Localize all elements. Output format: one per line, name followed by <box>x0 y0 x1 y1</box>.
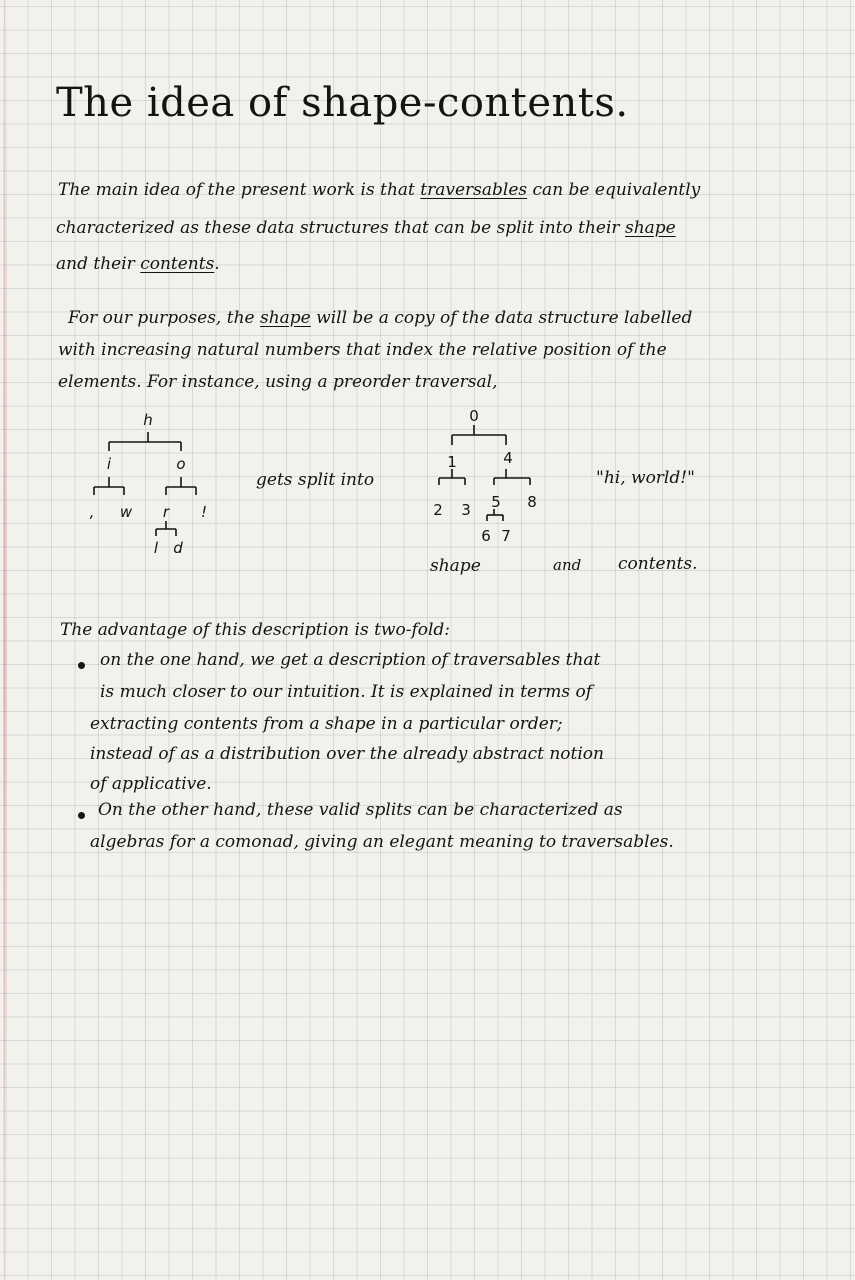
intro-text: characterized as these data structures that can be split into their <box>56 218 620 238</box>
advantage-heading: The advantage of this description is two-fold: <box>60 620 451 640</box>
shape-node-right: 4 <box>503 449 513 467</box>
tree-node-rl: r <box>162 503 170 521</box>
bullet-1-line-2: is much closer to our intuition. It is explained in terms of <box>100 682 592 702</box>
purpose-text: For our purposes, the <box>68 308 255 328</box>
caption-contents: contents. <box>618 554 698 574</box>
shape-term: shape <box>624 218 676 238</box>
bullet-1-line-5: of applicative. <box>90 774 212 794</box>
intro-text: The main idea of the present work is that <box>58 180 415 200</box>
shape-node-root: 0 <box>469 407 479 425</box>
purpose-line-3: elements. For instance, using a preorder traversal, <box>58 372 498 392</box>
shape-node-ll: 2 <box>433 501 443 519</box>
shape-node-rlr: 7 <box>501 527 511 545</box>
caption-and: and <box>553 556 582 574</box>
intro-text: . <box>214 254 220 274</box>
purpose-text: will be a copy of the data structure labelled <box>316 308 693 328</box>
page-title: The idea of shape-contents. <box>56 80 629 126</box>
intro-text: and their <box>56 254 135 274</box>
tree-node-right: o <box>176 455 186 473</box>
intro-line-1 <box>58 180 700 200</box>
traversables-term: traversables <box>420 180 528 200</box>
contents-term: contents <box>140 254 215 274</box>
tree-node-rlr: d <box>173 539 183 557</box>
tree-node-ll: , <box>89 503 95 521</box>
tree-node-rr: ! <box>200 503 208 521</box>
shape-node-rr: 8 <box>527 493 537 511</box>
shape-term: shape <box>259 308 311 328</box>
caption-shape: shape <box>430 556 481 576</box>
contents-string: "hi, world!" <box>596 468 695 488</box>
bullet-1-line-3: extracting contents from a shape in a particular order; <box>90 714 563 734</box>
tree-node-rll: l <box>153 539 159 557</box>
intro-text: can be equivalently <box>532 180 701 200</box>
shape-node-rl: 5 <box>491 493 501 511</box>
bullet-2-line-1: On the other hand, these valid splits can be characterized as <box>98 800 623 820</box>
bullet-2-dot <box>78 812 85 819</box>
tree-node-left: i <box>106 455 112 473</box>
intro-line-3 <box>56 254 220 274</box>
purpose-line-2: with increasing natural numbers that index the relative position of the <box>58 340 667 360</box>
shape-tree <box>418 405 558 555</box>
shape-node-left: 1 <box>447 453 457 471</box>
gets-split-label: gets split into <box>256 470 375 490</box>
intro-line-2 <box>56 218 676 238</box>
bullet-1-dot <box>78 662 85 669</box>
bullet-1-line-4: instead of as a distribution over the already abstract notion <box>90 744 604 764</box>
purpose-line-1 <box>68 308 692 328</box>
bullet-2-line-2: algebras for a comonad, giving an elegant meaning to traversables. <box>90 832 674 852</box>
tree-node-root: h <box>143 411 153 429</box>
shape-node-rll: 6 <box>481 527 491 545</box>
tree-node-lr: w <box>119 503 133 521</box>
margin-line <box>3 0 7 1280</box>
shape-node-lr: 3 <box>461 501 471 519</box>
bullet-1-line-1: on the one hand, we get a description of traversables that <box>100 650 601 670</box>
letter-tree <box>80 405 230 565</box>
